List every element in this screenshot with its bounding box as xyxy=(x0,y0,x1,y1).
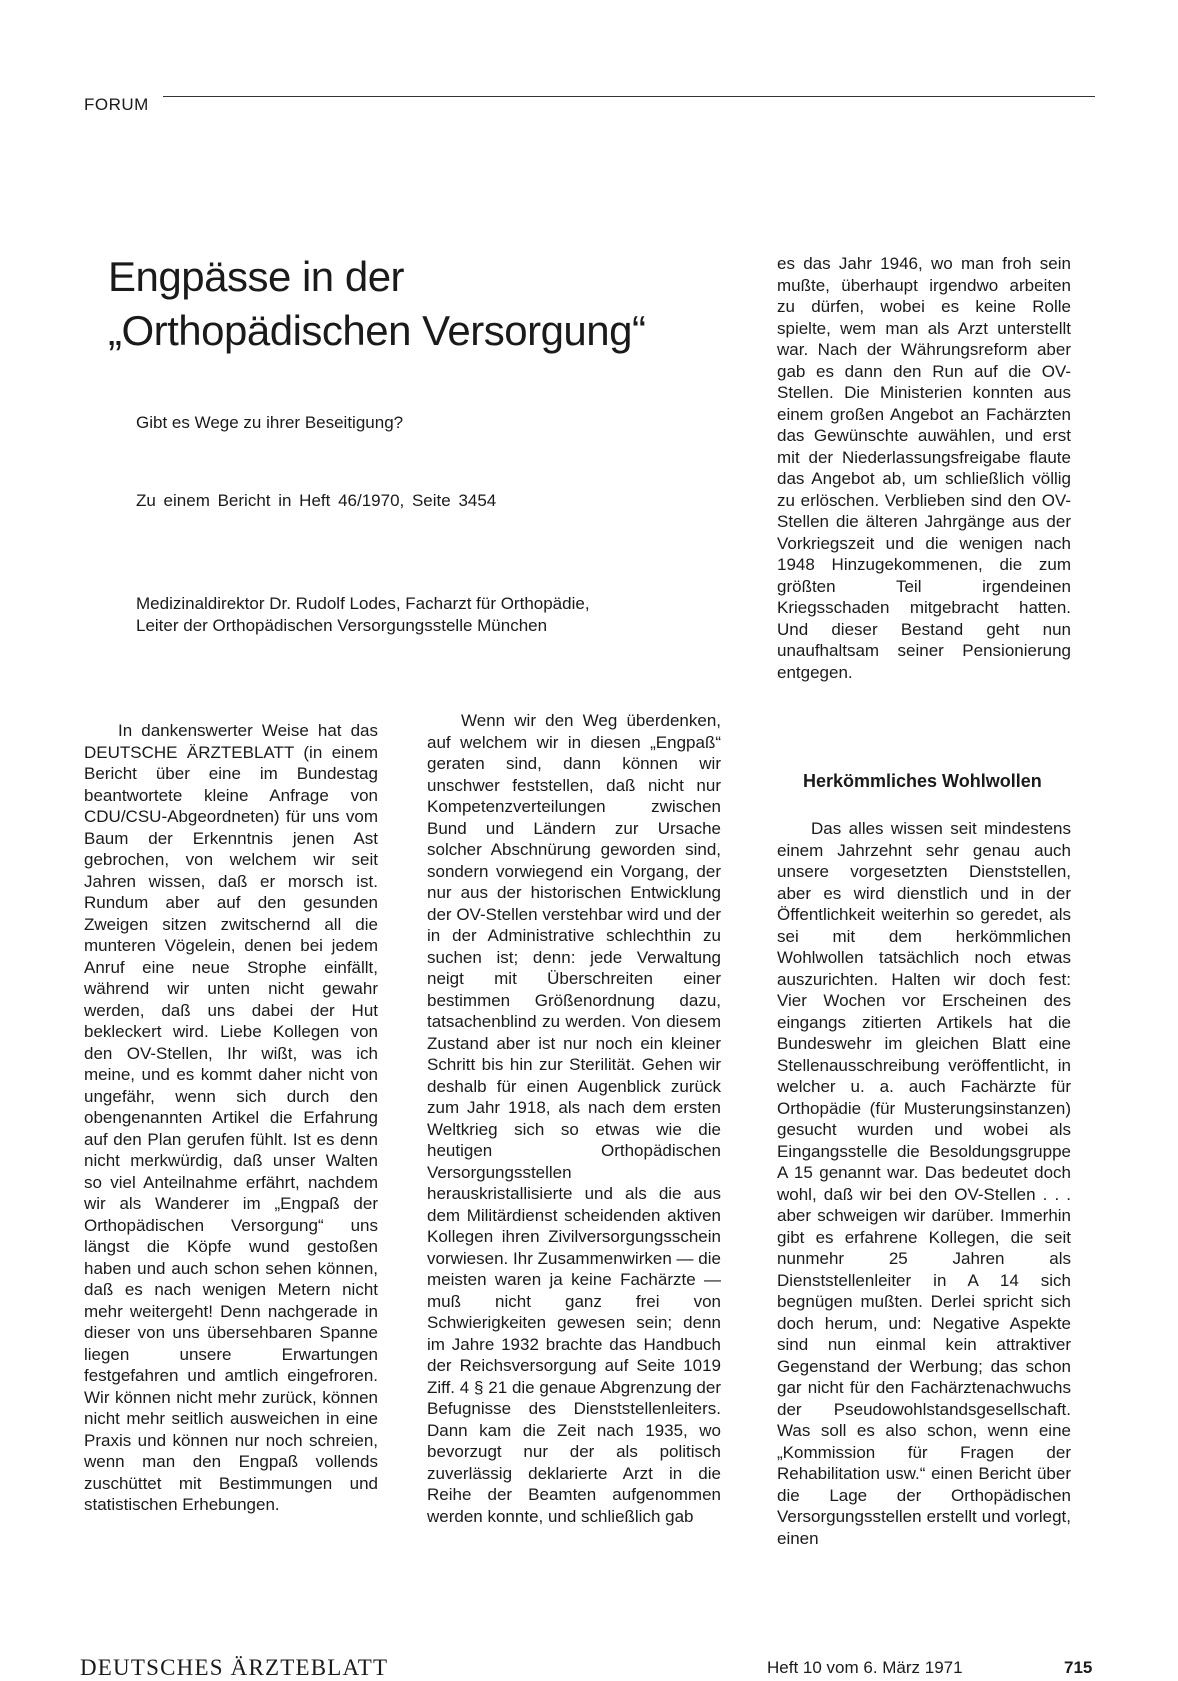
paragraph: Wenn wir den Weg überdenken, auf welchem wir in diesen „Engpaß“ geraten sind, dann können wir unschwer feststellen, daß nicht nur Kompetenzverteilungen zwischen Bund und Ländern zur Ursache solcher Abschnürung geworden sind, sondern vorwiegend ein Vorgang, der nur aus der historischen Entwicklung der OV-Stellen verstehbar wird und der in der Administrative schlechthin zu suchen ist; denn: jede Verwaltung neigt mit Überschreiten einer bestimmen Größenordnung dazu, tatsachenblind zu werden. Von diesem Zustand aber ist nur noch ein kleiner Schritt bis hin zur Sterilität. Gehen wir deshalb für einen Augenblick zurück zum Jahr 1918, als nach dem ersten Weltkrieg sich so etwas wie die heutigen Orthopädischen Versorgungsstellen herauskristallisierte und als die aus dem Militärdienst scheidenden aktiven Kollegen ihren Zivilversorgungsschein vorwiesen. Ihr Zusammenwirken — die meisten waren ja keine Fachärzte — muß nicht ganz frei von Schwierigkeiten gewesen sein; denn im Jahre 1932 brachte das Handbuch der Reichsversorgung auf Seite 1019 Ziff. 4 § 21 die genaue Abgrenzung der Befugnisse des Dienststellenleiters. Dann kam die Zeit nach 1935, wo bevorzugt nur der als politisch zuverlässig deklarierte Arzt in die Reihe der Beamten aufgenommen werden konnte, und schließlich gab xyxy=(427,711,721,1526)
article-subtitle: Gibt es Wege zu ihrer Beseitigung? xyxy=(136,413,404,432)
paragraph: es das Jahr 1946, wo man froh sein mußte, überhaupt irgendwo arbeiten zu dürfen, wobei es keine Rolle spielte, wem man als Arzt unterstellt war. Nach der Währungsreform aber gab es dann den Run auf die OV-Stellen. Die Ministerien konnten aus einem großen Angebot an Fachärzten das Gewünschte auwählen, und erst mit der Niederlassungsfreigabe flaute das Angebot ab, um schließlich völlig zu erlöschen. Verblieben sind den OV-Stellen die älteren Jahrgänge aus der Vorkriegszeit und die wenigen nach 1948 Hinzugekommenen, die zum größten Teil irgendeinen Kriegsschaden mitgebracht hatten. Und dieser Bestand geht nun unaufhaltsam seiner Pensionierung entgegen. xyxy=(777,254,1071,682)
author-line-1: Medizinaldirektor Dr. Rudolf Lodes, Facharzt für Orthopädie, xyxy=(136,594,590,613)
section-heading: Herkömmliches Wohlwollen xyxy=(803,771,1042,791)
article-reference: Zu einem Bericht in Heft 46/1970, Seite 3454 xyxy=(136,491,497,510)
body-column-2 xyxy=(427,710,721,1527)
footer-journal-name: DEUTSCHES ÄRZTEBLATT xyxy=(80,1655,389,1680)
author-info xyxy=(136,593,590,637)
body-column-1 xyxy=(84,720,378,1516)
body-column-3-top xyxy=(777,253,1071,683)
footer-issue: Heft 10 vom 6. März 1971 xyxy=(767,1658,963,1677)
title-line-1: Engpässe in der xyxy=(108,253,405,300)
paragraph: Das alles wissen seit mindestens einem Jahrzehnt sehr genau auch unsere vorgesetzten Dienststellen, aber es wird dienstlich und in der Öffentlichkeit weiterhin so geredet, als sei mit dem herkömmlichen Wohlwollen tatsächlich noch etwas auszurichten. Halten wir doch fest: Vier Wochen vor Erscheinen des eingangs zitierten Artikels hat die Bundeswehr im gleichen Blatt eine Stellenausschreibung veröffentlicht, in welcher u. a. auch Fachärzte für Orthopädie (für Musterungsinstanzen) gesucht wurden und wobei als Eingangsstelle die Besoldungsgruppe A 15 genannt war. Das bedeutet doch wohl, daß wir bei den OV-Stellen . . . aber schweigen wir darüber. Immerhin gibt es erfahrene Kollegen, die seit nunmehr 25 Jahren als Dienststellenleiter in A 14 sich begnügen mußten. Derlei spricht sich doch herum, und: Negative Aspekte sind nun einmal kein attraktiver Gegenstand der Werbung; das schon gar nicht für den Fachärztenachwuchs der Pseudowohlstandsgesellschaft. Was soll es also schon, wenn eine „Kommission für Fragen der Rehabilitation usw.“ einen Bericht über die Lage der Orthopädischen Versorgungsstellen erstellt und vorlegt, einen xyxy=(777,819,1071,1548)
paragraph: In dankenswerter Weise hat das DEUTSCHE ÄRZTEBLATT (in einem Bericht über eine im Bundestag beantwortete kleine Anfrage von CDU/CSU-Abgeordneten) für uns vom Baum der Erkenntnis jenen Ast gebrochen, von welchem wir seit Jahren wissen, daß er morsch ist. Rundum aber auf den gesunden Zweigen sitzen zwitschernd all die munteren Vögelein, denen bei jedem Anruf eine neue Strophe einfällt, während wir unten nicht gewahr werden, daß uns dabei der Hut bekleckert wird. Liebe Kollegen von den OV-Stellen, Ihr wißt, was ich meine, und es kommt daher nicht von ungefähr, wenn sich durch den obengenannten Artikel die Erfahrung auf den Plan gerufen fühlt. Ist es denn nicht merkwürdig, daß unser Walten so viel Anteilnahme erfährt, nachdem wir als Wanderer im „Engpaß der Orthopädischen Versorgung“ uns längst die Köpfe wund gestoßen haben und auch schon sehen können, daß es nach wenigen Metern nicht mehr weitergeht! Denn nachgerade in dieser von uns übersehbaren Spanne liegen unsere Erwartungen festgefahren und amtlich eingefroren. Wir können nicht mehr zurück, können nicht mehr seitlich ausweichen in eine Praxis und können nur noch schreien, wenn man den Engpaß vollends zuschüttet mit Bestimmungen und statistischen Erhebungen. xyxy=(84,721,378,1514)
author-line-2: Leiter der Orthopädischen Versorgungsstelle München xyxy=(136,616,548,635)
title-line-2: „Orthopädischen Versorgung“ xyxy=(108,307,646,354)
header-rule xyxy=(163,96,1095,97)
article-title xyxy=(108,250,645,358)
body-column-3-bottom xyxy=(777,818,1071,1549)
footer-page-number: 715 xyxy=(1064,1658,1093,1677)
section-label: FORUM xyxy=(84,95,149,114)
